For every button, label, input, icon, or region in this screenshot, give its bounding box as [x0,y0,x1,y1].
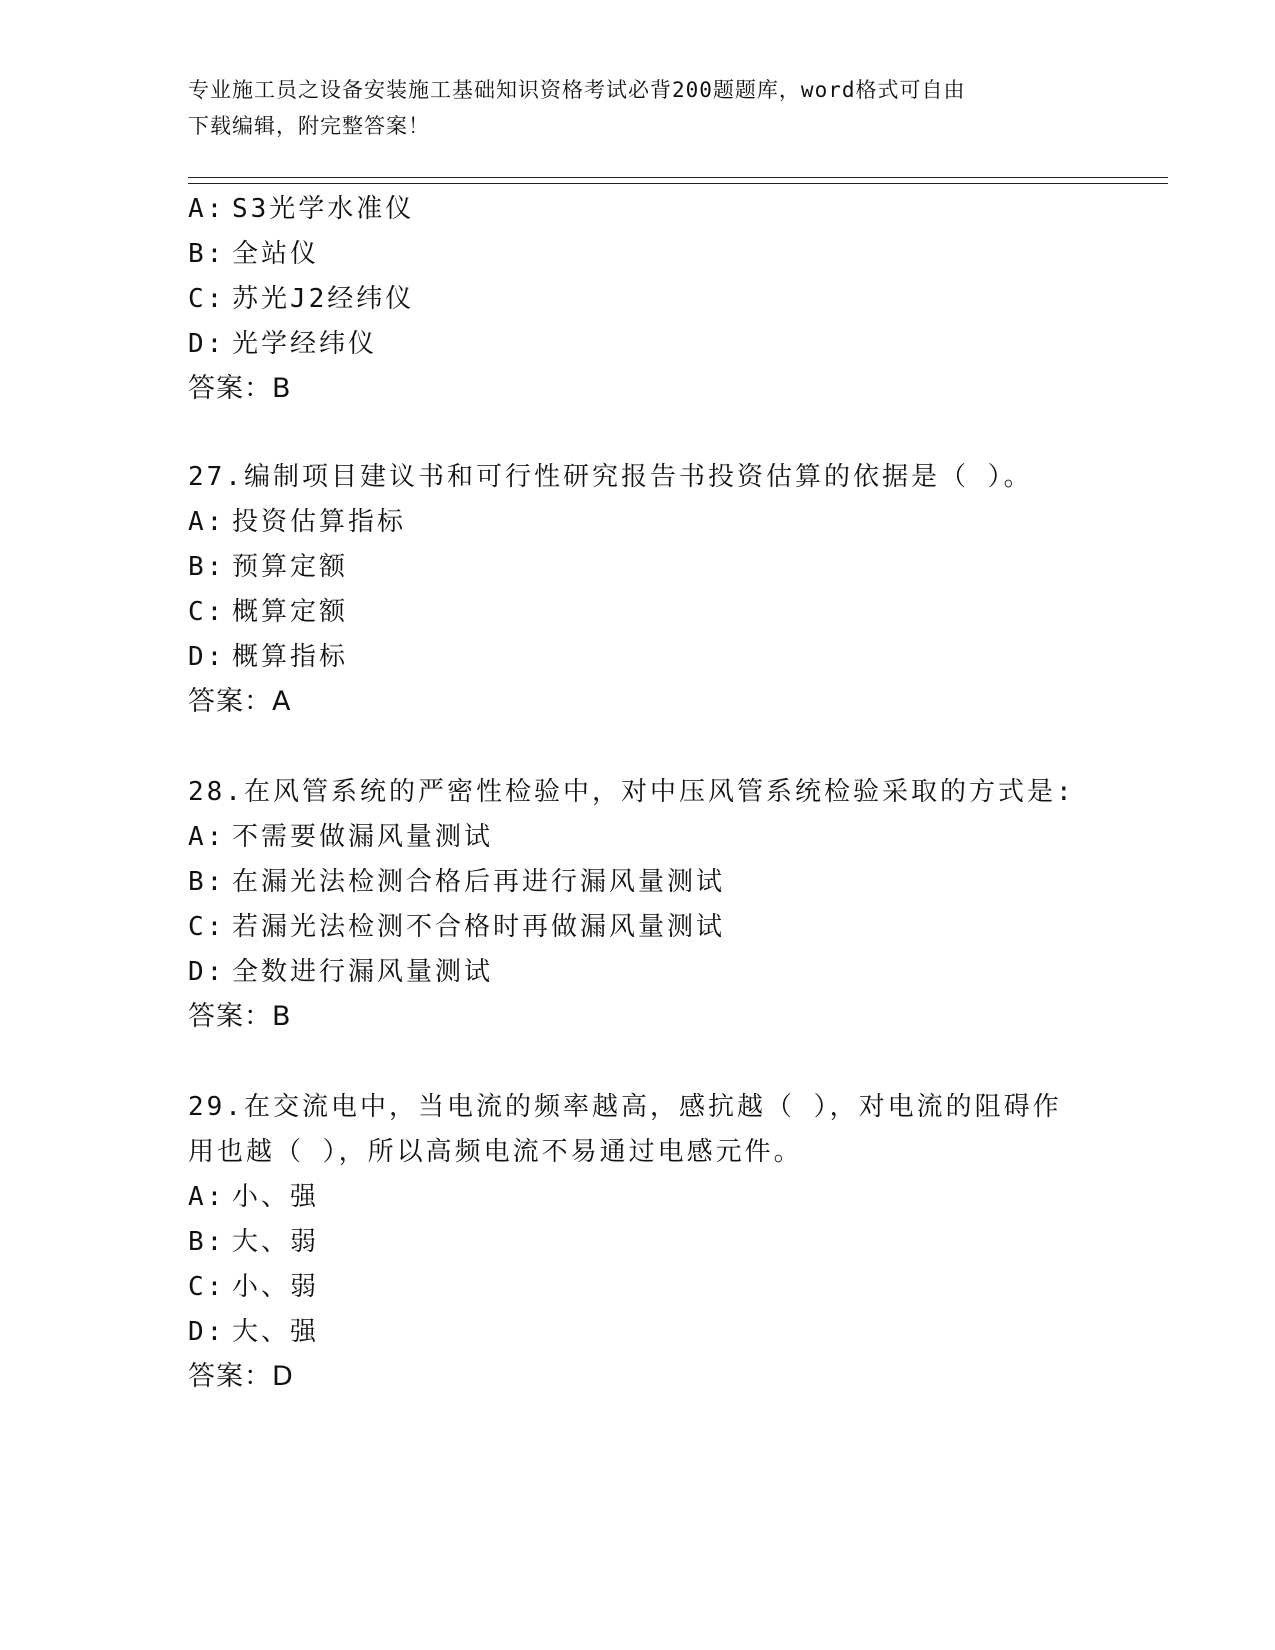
q28-stem: 28.在风管系统的严密性检验中，对中压风管系统检验采取的方式是: [188,777,1075,807]
header-divider-bottom [188,183,1168,184]
q29-option-b: B: 大、弱 [188,1227,320,1257]
q27-stem: 27.编制项目建议书和可行性研究报告书投资估算的依据是（ ）。 [188,462,1033,492]
q28-option-b: B: 在漏光法检测合格后再进行漏风量测试 [188,867,726,897]
q29-stem-line-1: 29.在交流电中，当电流的频率越高，感抗越（ ），对电流的阻碍作 [188,1092,1062,1122]
q29-stem-line-2: 用也越（ ），所以高频电流不易通过电感元件。 [188,1137,803,1167]
q27-answer: 答案：A [188,686,292,717]
q26-option-d: D: 光学经纬仪 [188,329,378,359]
header-divider-top [188,177,1168,178]
q29-option-a: A: 小、强 [188,1182,320,1212]
q28-option-c: C: 若漏光法检测不合格时再做漏风量测试 [188,912,726,942]
document-header [188,72,1088,144]
header-line-2: 下载编辑，附完整答案！ [188,114,430,138]
header-line-1: 专业施工员之设备安装施工基础知识资格考试必背200题题库，word格式可自由 [188,78,966,102]
q27-option-d: D: 概算指标 [188,642,349,672]
q26-option-c: C: 苏光J2经纬仪 [188,284,415,314]
q28-option-d: D: 全数进行漏风量测试 [188,957,494,987]
q26-option-a: A: S3光学水准仪 [188,194,415,224]
q26-answer: 答案：B [188,373,292,404]
q28-answer: 答案：B [188,1001,292,1032]
q29-option-c: C: 小、弱 [188,1272,320,1302]
q29-answer: 答案：D [188,1361,294,1392]
q26-option-b: B: 全站仪 [188,239,320,269]
q27-option-c: C: 概算定额 [188,597,349,627]
q27-option-a: A: 投资估算指标 [188,507,407,537]
q28-option-a: A: 不需要做漏风量测试 [188,822,494,852]
q29-option-d: D: 大、强 [188,1317,320,1347]
q27-option-b: B: 预算定额 [188,552,349,582]
